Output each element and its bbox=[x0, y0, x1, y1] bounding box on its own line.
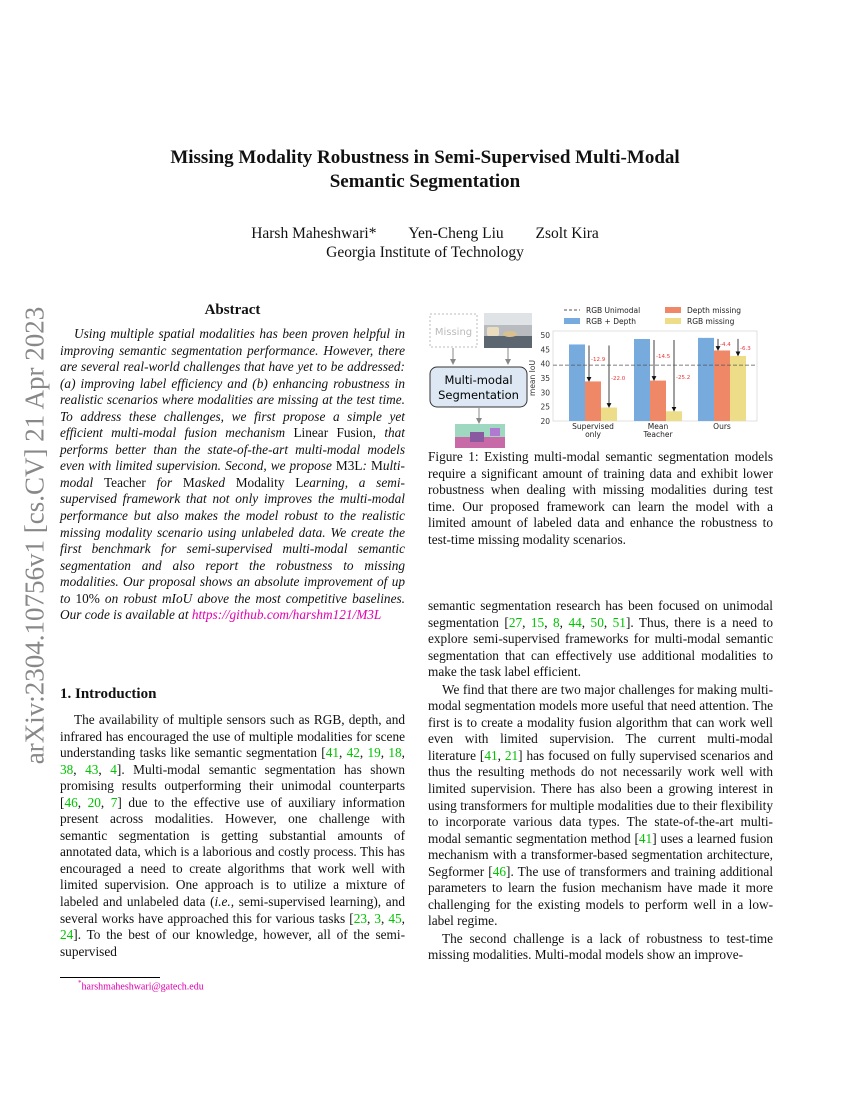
text-run: ]. The use of transformers and training additional parameters to learn the fusion mechanism have made it more challenging for the existing models to perform well in a low-label regime. bbox=[428, 863, 774, 929]
citation-link[interactable]: 20 bbox=[87, 794, 101, 810]
text-run: , bbox=[98, 761, 111, 777]
author-list bbox=[100, 225, 750, 243]
footnote-email-link[interactable]: harshmaheshwari@gatech.edu bbox=[81, 981, 204, 993]
bar-rgb-missing bbox=[601, 408, 617, 421]
arxiv-identifier: arXiv:2304.10756v1 [cs.CV] 21 Apr 2023 bbox=[19, 306, 50, 765]
paragraph bbox=[60, 712, 405, 960]
roman-text: M bbox=[182, 474, 195, 490]
intro-text bbox=[60, 712, 405, 960]
text-run: ]. Thus, there is a need to explore semi-supervised frameworks for multi-modal semantic segmentation that can effectively use additional modalities to make the task label efficient. bbox=[428, 614, 773, 680]
text-run: ulti-modal bbox=[60, 458, 405, 490]
x-tick-label: Teacher bbox=[643, 430, 673, 439]
bar-depth-missing bbox=[585, 381, 601, 421]
citation-link[interactable]: 3 bbox=[374, 910, 381, 926]
text-run bbox=[284, 475, 295, 490]
text-run: , bbox=[381, 910, 389, 926]
drop-label: -4.4 bbox=[720, 341, 731, 348]
citation-link[interactable]: 18 bbox=[388, 745, 402, 761]
text-run: , that performs better than the state-of-the-art multi-modal models even with limited supervision. Second, we propose bbox=[60, 425, 405, 474]
y-axis-label: mean IoU bbox=[528, 360, 537, 396]
legend-swatch bbox=[564, 318, 580, 324]
paragraph bbox=[428, 682, 773, 930]
x-tick-label: Supervised bbox=[572, 422, 614, 431]
text-run: ] has focused on fully supervised scenarios and thus the resulting methods do not necessarily work well with limited supervision. There has also been a growing interest in using transformers for multiple modalities due to their flexibility to incorporate various data types. The state-of-the-art multi-modal semantic segmentation method [ bbox=[428, 747, 773, 846]
citation-link[interactable]: 24 bbox=[60, 927, 74, 943]
author: Harsh Maheshwari* bbox=[251, 225, 377, 242]
text-run: ] due to the effective use of auxiliary information present across modalities. However, one challenge with semantic segmentation is getting substantial amounts of annotated data, which is a laborious and costly process. This has encouraged a need to create algorithms that work well with limited supervision. One approach is to utilize a mixture of labeled and unlabeled data ( bbox=[60, 794, 405, 910]
author: Yen-Cheng Liu bbox=[408, 225, 504, 242]
paragraph bbox=[60, 326, 405, 624]
text-run: ] uses a learned fusion mechanism with a transformer-based segmentation architecture, Segformer [ bbox=[428, 830, 773, 879]
text-run: for bbox=[145, 474, 183, 490]
roman-text: M3L bbox=[335, 458, 363, 474]
bar-chart bbox=[528, 306, 757, 439]
code-url-link[interactable]: https://github.com/harshm121/M3L bbox=[191, 607, 382, 623]
text-run: , bbox=[544, 614, 553, 630]
bar-rgb-depth bbox=[634, 339, 650, 421]
x-tick-label: only bbox=[585, 430, 601, 439]
text-run: , bbox=[401, 910, 405, 926]
legend-swatch bbox=[665, 318, 681, 324]
citation-link[interactable]: 50 bbox=[590, 614, 604, 630]
text-run: The second challenge is a lack of robustness to test-time missing modalities. Multi-modal models show an improve- bbox=[428, 930, 773, 963]
citation-link[interactable]: 45 bbox=[388, 910, 402, 926]
footnote bbox=[78, 979, 204, 992]
roman-text: M bbox=[371, 458, 383, 474]
citation-link[interactable]: 27 bbox=[508, 614, 523, 630]
y-tick-label: 30 bbox=[540, 388, 550, 398]
figure-1 bbox=[425, 298, 770, 448]
text-run: , bbox=[77, 794, 88, 810]
legend-swatch bbox=[665, 307, 681, 313]
citation-link[interactable]: 38 bbox=[60, 761, 74, 777]
model-box-label: Multi-modal bbox=[444, 373, 513, 387]
missing-label: Missing bbox=[434, 327, 473, 338]
text-run: Using multiple spatial modalities has been proven helpful in improving semantic segmentation performance. However, there are several real-world challenges that have yet to be addressed: (a) improving label efficiency and (b) enhancing robustness in realistic scenarios where modalities are missing at the test time. To address these challenges, we first propose a simple yet efficient multi-modal fusion mechanism bbox=[60, 326, 405, 441]
citation-link[interactable]: 23 bbox=[353, 910, 367, 926]
paragraph bbox=[428, 931, 773, 964]
text-run: , bbox=[339, 745, 347, 761]
paragraph bbox=[428, 449, 773, 548]
x-tick-label: Ours bbox=[713, 422, 731, 431]
text-run: ]. To the best of our knowledge, however, all of the semi-supervised bbox=[60, 927, 405, 959]
x-tick-label: Mean bbox=[647, 422, 669, 431]
title-line: Missing Modality Robustness in Semi-Supervised Multi-Modal bbox=[170, 147, 680, 168]
text-run: We find that there are two major challenges for making multi-modal segmentation models more useful that need attention. The first is to create a modality fusion algorithm that can work well even with limited supervision. The current multi-modal literature [ bbox=[428, 681, 773, 763]
footnote-mark: * bbox=[78, 979, 82, 987]
roman-text: Linear Fusion bbox=[293, 425, 373, 441]
paper-title bbox=[100, 146, 750, 194]
affiliation: Georgia Institute of Technology bbox=[326, 244, 524, 261]
legend-label: Depth missing bbox=[687, 306, 742, 315]
y-tick-label: 40 bbox=[540, 359, 550, 369]
text-run: , bbox=[497, 747, 505, 763]
citation-link[interactable]: 4 bbox=[110, 761, 117, 777]
title-line: Semantic Segmentation bbox=[329, 171, 521, 192]
text-run: , bbox=[603, 614, 613, 630]
citation-link[interactable]: 42 bbox=[346, 745, 360, 761]
legend-label: RGB missing bbox=[687, 317, 735, 326]
italic-text: i.e., bbox=[214, 894, 235, 910]
author: Zsolt Kira bbox=[535, 225, 599, 242]
figure-caption bbox=[428, 449, 773, 548]
citation-link[interactable]: 51 bbox=[612, 614, 626, 630]
text-run: : bbox=[362, 458, 371, 474]
text-run: ]. Multi-modal semantic segmentation has shown promising results outperforming their unimodal counterparts [ bbox=[60, 761, 405, 810]
y-tick-label: 20 bbox=[540, 417, 550, 426]
drop-label: -14.5 bbox=[656, 353, 671, 360]
text-run: , bbox=[366, 910, 375, 926]
roman-text: Modality bbox=[235, 474, 285, 490]
citation-link[interactable]: 41 bbox=[325, 745, 340, 761]
abstract-text bbox=[60, 326, 405, 624]
citation-link[interactable]: 7 bbox=[110, 794, 118, 810]
abstract-heading: Abstract bbox=[204, 302, 261, 318]
y-tick-label: 45 bbox=[540, 345, 550, 355]
text-run: The availability of multiple sensors such as RGB, depth, and infrared has encouraged the use of multiple modalities for scene understanding tasks like semantic segmentation [ bbox=[60, 712, 405, 761]
drop-label: -25.2 bbox=[676, 375, 691, 382]
citation-link[interactable]: 19 bbox=[367, 745, 381, 761]
citation-link[interactable]: 46 bbox=[492, 863, 507, 879]
section-heading: 1. Introduction bbox=[60, 686, 157, 702]
roman-text: L bbox=[295, 474, 304, 490]
segmentation-output-thumbnail bbox=[455, 424, 505, 448]
model-box-label: Segmentation bbox=[438, 388, 519, 402]
rgb-photo-thumbnail bbox=[484, 313, 532, 348]
text-run: earning, a semi-supervised framework that not only improves the multi-modal performance but also makes the model robust to the realistic missing modality scenario using unlabeled data. We create the first benchmark for semi-supervised multi-modal semantic segmentation and also report the robustness to missing modalities. Our proposal shows an absolute improvement of up to bbox=[60, 474, 405, 606]
right-column-text bbox=[428, 598, 773, 965]
text-run: , bbox=[559, 614, 569, 630]
citation-link[interactable]: 44 bbox=[568, 614, 582, 630]
paragraph bbox=[428, 598, 773, 681]
citation-link[interactable]: 41 bbox=[484, 747, 498, 763]
citation-link[interactable]: 15 bbox=[530, 614, 545, 630]
drop-label: -12.9 bbox=[591, 356, 606, 363]
text-run: , bbox=[380, 745, 389, 761]
bar-rgb-depth bbox=[698, 338, 714, 421]
text-run: semantic segmentation research has been focused on unimodal segmentation [ bbox=[428, 598, 773, 630]
legend-label: RGB Unimodal bbox=[586, 306, 641, 315]
text-run: asked bbox=[194, 474, 236, 490]
citation-link[interactable]: 8 bbox=[553, 614, 560, 630]
text-run: , bbox=[100, 794, 111, 810]
text-run: , bbox=[73, 761, 86, 777]
bar-depth-missing bbox=[714, 350, 730, 421]
citation-link[interactable]: 21 bbox=[504, 747, 519, 763]
legend-label: RGB + Depth bbox=[586, 317, 637, 326]
bar-rgb-depth bbox=[569, 344, 585, 421]
text-run: semi-supervised learning), and several works have approached this for various tasks [ bbox=[60, 894, 405, 926]
text-run: , bbox=[359, 745, 368, 761]
text-run: , bbox=[522, 614, 531, 630]
text-run: on robust mIoU above the most competitive baselines. Our code is available at bbox=[60, 590, 405, 623]
citation-link[interactable]: 43 bbox=[85, 761, 99, 777]
roman-text: Teacher bbox=[103, 474, 146, 490]
bar-depth-missing bbox=[650, 381, 666, 421]
text-run: Figure 1: Existing multi-modal semantic segmentation models require a significant amount of training data and exhibit lower robustness when dealing with missing modalities during test time. Our proposed framework can learn the model with a limited amount of labeled data and enhance the robustness to test-time missing modality scenarios. bbox=[428, 449, 773, 547]
drop-label: -6.3 bbox=[740, 345, 751, 352]
bar-rgb-missing bbox=[730, 356, 746, 421]
y-tick-label: 35 bbox=[540, 374, 550, 383]
roman-text: 10% bbox=[75, 590, 100, 606]
bar-rgb-missing bbox=[666, 411, 682, 421]
text-run: , bbox=[401, 745, 405, 761]
drop-label: -22.0 bbox=[611, 375, 626, 382]
citation-link[interactable]: 41 bbox=[638, 830, 653, 846]
citation-link[interactable]: 46 bbox=[64, 794, 78, 810]
text-run: , bbox=[581, 614, 591, 630]
footnote-divider bbox=[60, 977, 160, 978]
y-tick-label: 25 bbox=[540, 402, 550, 412]
y-tick-label: 50 bbox=[540, 331, 550, 340]
